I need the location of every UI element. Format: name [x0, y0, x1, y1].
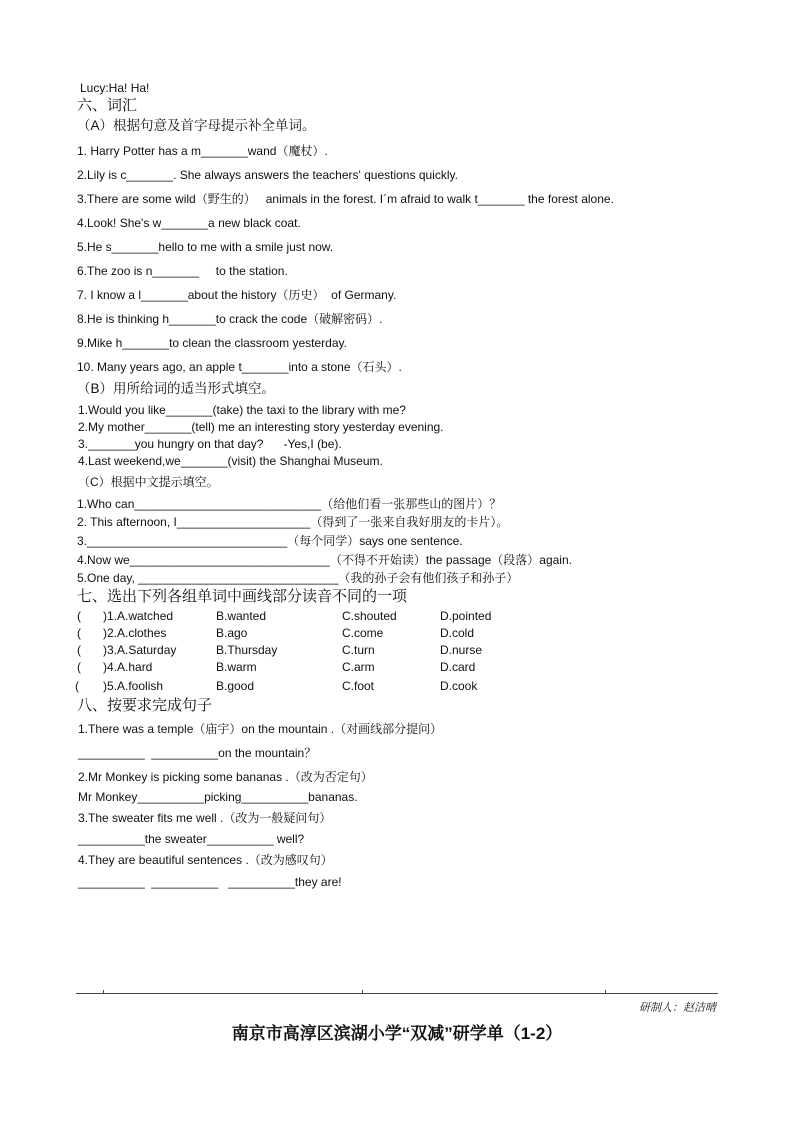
- choice-option-c: C.turn: [342, 643, 375, 657]
- choice-option-a: )3.A.Saturday: [103, 643, 177, 657]
- question-c5: 5.One day, ______________________________（我的孙子会有他们孩子和孙子）: [77, 571, 519, 585]
- answer-s2: Mr Monkey__________picking__________bananas.: [78, 790, 358, 804]
- choice-option-d: D.card: [440, 660, 476, 674]
- choice-option-c: C.come: [342, 626, 384, 640]
- choice-paren: (: [77, 626, 81, 640]
- question-a9: 9.Mike h_______to clean the classroom yesterday.: [77, 336, 347, 350]
- choice-option-a: )5.A.foolish: [103, 679, 164, 693]
- choice-option-c: C.arm: [342, 660, 375, 674]
- answer-s3: __________the sweater__________ well?: [78, 832, 305, 846]
- subsection-c-instructions: （C）根据中文提示填空。: [78, 475, 219, 489]
- question-a5: 5.He s_______hello to me with a smile just now.: [77, 240, 334, 254]
- choice-paren: (: [77, 609, 81, 623]
- question-a2: 2.Lily is c_______. She always answers the teachers' questions quickly.: [77, 168, 458, 182]
- question-a8: 8.He is thinking h_______to crack the code（破解密码）.: [77, 312, 383, 326]
- choice-option-d: D.cold: [440, 626, 475, 640]
- question-s4: 4.They are beautiful sentences .（改为感叹句）: [78, 853, 333, 867]
- question-b1: 1.Would you like_______(take) the taxi to the library with me?: [78, 403, 406, 417]
- choice-option-b: B.warm: [216, 660, 257, 674]
- choice-paren: (: [77, 643, 81, 657]
- question-a1: 1. Harry Potter has a m_______wand（魔杖）.: [77, 144, 328, 158]
- question-a4: 4.Look! She's w_______a new black coat.: [77, 216, 301, 230]
- question-s2: 2.Mr Monkey is picking some bananas .（改为否定句）: [78, 770, 373, 784]
- choice-option-a: )2.A.clothes: [103, 626, 167, 640]
- answer-s1: __________ __________on the mountain？: [78, 746, 317, 760]
- question-b4: 4.Last weekend,we_______(visit) the Shanghai Museum.: [78, 454, 383, 468]
- question-s1: 1.There was a temple（庙宇）on the mountain .（对画线部分提问）: [78, 722, 443, 736]
- subsection-a-instructions: （A）根据句意及首字母提示补全单词。: [77, 118, 316, 133]
- choice-option-a: )1.A.watched: [103, 609, 174, 623]
- section-heading-vocabulary: 六、词汇: [77, 97, 138, 114]
- question-c4: 4.Now we______________________________（不得不开始读）the passage（段落）again.: [77, 553, 572, 567]
- document-title: 南京市高淳区滨湖小学“双减”研学单（1-2）: [231, 1024, 563, 1043]
- section-heading-pronunciation: 七、选出下列各组单词中画线部分读音不同的一项: [77, 588, 408, 605]
- question-c3: 3.______________________________（每个同学）says one sentence.: [77, 534, 463, 548]
- choice-option-a: )4.A.hard: [103, 660, 153, 674]
- footer-tick: [605, 990, 606, 994]
- choice-option-d: D.nurse: [440, 643, 483, 657]
- question-c1: 1.Who can____________________________（给他们看一张那些山的图片）？: [77, 497, 502, 511]
- section-heading-sentences: 八、按要求完成句子: [77, 697, 213, 714]
- choice-paren: (: [75, 679, 79, 693]
- choice-option-c: C.shouted: [342, 609, 397, 623]
- choice-option-b: B.ago: [216, 626, 248, 640]
- choice-option-b: B.Thursday: [216, 643, 278, 657]
- question-s3: 3.The sweater fits me well .（改为一般疑问句）: [78, 811, 332, 825]
- question-a3: 3.There are some wild（野生的） animals in the forest. I´m afraid to walk t_______ the forest alone.: [77, 192, 614, 206]
- author-credit: 研制人：赵洁晴: [639, 1001, 716, 1014]
- choice-option-d: D.pointed: [440, 609, 492, 623]
- subsection-b-instructions: （B）用所给词的适当形式填空。: [77, 381, 276, 396]
- choice-option-b: B.wanted: [216, 609, 267, 623]
- question-b2: 2.My mother_______(tell) me an interesting story yesterday evening.: [78, 420, 444, 434]
- footer-tick: [103, 990, 104, 994]
- question-c2: 2. This afternoon, I____________________（得到了一张来自我好朋友的卡片）。: [77, 515, 509, 529]
- choice-paren: (: [77, 660, 81, 674]
- choice-option-c: C.foot: [342, 679, 375, 693]
- question-a7: 7. I know a l_______about the history（历史） of Germany.: [77, 288, 397, 302]
- footer-divider: [76, 993, 718, 994]
- question-b3: 3._______you hungry on that day? -Yes,I (be).: [78, 437, 342, 451]
- answer-s4: __________ __________ __________they are!: [78, 875, 342, 889]
- question-a10: 10. Many years ago, an apple t_______into a stone（石头）.: [77, 360, 402, 374]
- footer-tick: [362, 990, 363, 994]
- dialogue-line: Lucy:Ha! Ha!: [80, 81, 150, 95]
- choice-option-d: D.cook: [440, 679, 478, 693]
- question-a6: 6.The zoo is n_______ to the station.: [77, 264, 288, 278]
- choice-option-b: B.good: [216, 679, 255, 693]
